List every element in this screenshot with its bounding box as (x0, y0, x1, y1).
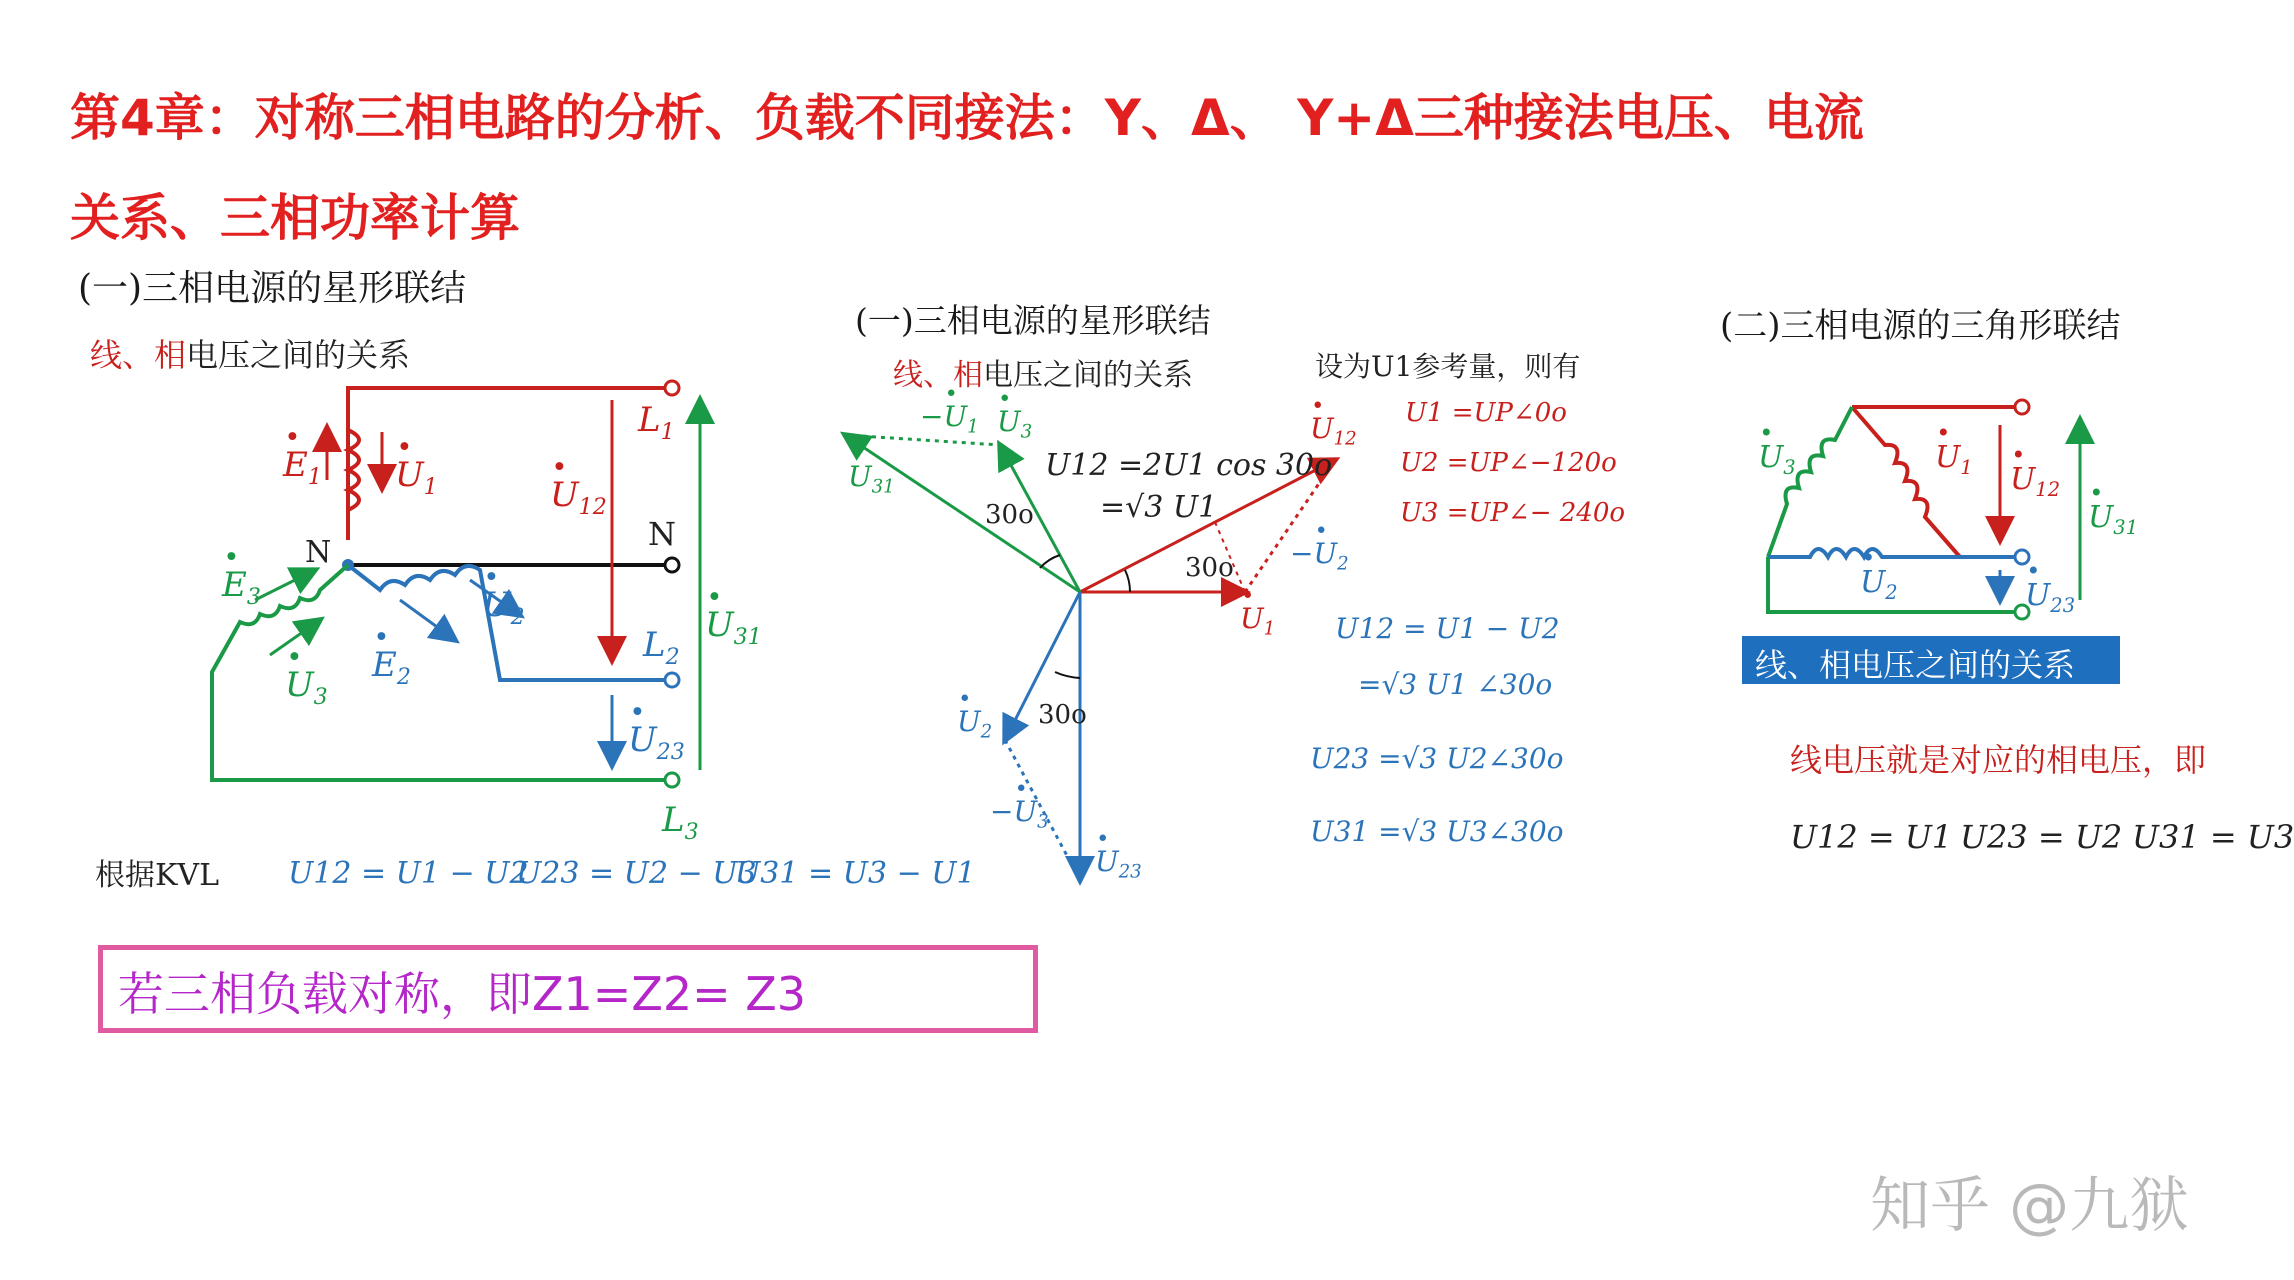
condition-text: 若三相负载对称，即Z1=Z2= Z3 (118, 967, 807, 1021)
line-eq-1: U12 = U1 − U2 (1335, 612, 1560, 645)
angle-u2-u23: 30o (1038, 700, 1087, 730)
formula-sqrt3: =√3 U1 (1100, 490, 1218, 525)
label-N-line: N (648, 515, 676, 553)
delta-eq-1: U12 = U1 (1790, 818, 1953, 856)
phasor-label-neg-U3: −• $U_3$ (990, 795, 1049, 833)
phasor-label-U2: • $U_2$ (957, 705, 992, 743)
left-heading: (一)三相电源的星形联结 (78, 268, 467, 309)
label-U31: • $U_{31}$ (705, 605, 762, 650)
kvl-eq-3: U31 = U3 − U1 (735, 856, 976, 891)
phase-eq-2: U2 =UP∠−120o (1400, 448, 1617, 478)
line-eq-3: U23 =√3 U2∠30o (1310, 742, 1564, 775)
right-heading: (二)三相电源的三角形联结 (1720, 306, 2121, 346)
delta-label-U23: • $U_{23}$ (2025, 578, 2075, 617)
label-E1: • $E_1$ (283, 445, 322, 490)
left-subheading: 线、相电压之间的关系 (90, 336, 411, 374)
watermark: 知乎 @九狱 (1870, 1171, 2190, 1241)
label-U2: • $U_2$ (482, 585, 525, 630)
delta-label-U2: • $U_2$ (1860, 565, 1898, 604)
phasor-label-U1: • $U_1$ (1240, 602, 1275, 640)
phase-eq-3: U3 =UP∠− 240o (1400, 498, 1626, 528)
delta-statement: 线电压就是对应的相电压，即 (1790, 741, 2207, 779)
angle-u3-u31: 30o (985, 500, 1034, 530)
title-line-2: 关系、三相功率计算 (70, 189, 520, 247)
label-L2: $L_2$ (643, 625, 680, 670)
kvl-label: 根据KVL (95, 858, 219, 893)
phasor-label-neg-U1: −• $U_1$ (920, 400, 979, 438)
middle-heading: (一)三相电源的星形联结 (855, 301, 1211, 340)
phase-eq-1: U1 =UP∠0o (1405, 398, 1567, 428)
reference-text: 设为U1参考量，则有 (1315, 350, 1581, 383)
angle-u1-u12: 30o (1185, 553, 1234, 583)
kvl-eq-2: U23 = U2 − U3 (516, 856, 757, 891)
delta-label-U3: • $U_3$ (1758, 440, 1796, 479)
delta-label-U12: • $U_{12}$ (2010, 462, 2060, 501)
label-U12: • $U_{12}$ (550, 475, 607, 520)
phasor-label-U3: • $U_3$ (997, 405, 1032, 443)
label-U23: • $U_{23}$ (628, 720, 685, 765)
label-L3: $L_3$ (662, 800, 699, 845)
phasor-label-U23: • $U_{23}$ (1095, 845, 1142, 883)
phasor-diagram (845, 435, 1335, 880)
phasor-label-U12: • $U_{12}$ (1310, 412, 1357, 450)
label-N-node: N (305, 535, 332, 570)
label-E3: • $E_3$ (222, 565, 261, 610)
delta-label-U1: • $U_1$ (1935, 440, 1973, 479)
delta-eq-2: U23 = U2 (1960, 818, 2123, 856)
label-U3: • $U_3$ (285, 665, 328, 710)
line-eq-4: U31 =√3 U3∠30o (1310, 815, 1564, 848)
relation-banner-text: 线、相电压之间的关系 (1755, 646, 2076, 684)
delta-eq-3: U31 = U3 (2132, 818, 2294, 856)
middle-subheading: 线、相电压之间的关系 (893, 358, 1193, 393)
label-U1: • $U_1$ (395, 455, 438, 500)
label-L1: $L_1$ (638, 400, 675, 445)
phasor-label-U31: • $U_{31}$ (848, 460, 895, 498)
kvl-eq-1: U12 = U1 − U2 (288, 856, 529, 891)
title-line-1: 第4章：对称三相电路的分析、负载不同接法：Y、Δ、 Y+Δ三种接法电压、电流 (70, 89, 1864, 147)
delta-label-U31: • $U_{31}$ (2088, 500, 2138, 539)
formula-u12: U12 =2U1 cos 30o (1045, 448, 1333, 483)
label-E2: • $E_2$ (372, 645, 411, 690)
line-eq-2: =√3 U1 ∠30o (1358, 668, 1553, 701)
phasor-label-neg-U2: −• $U_2$ (1290, 537, 1349, 575)
